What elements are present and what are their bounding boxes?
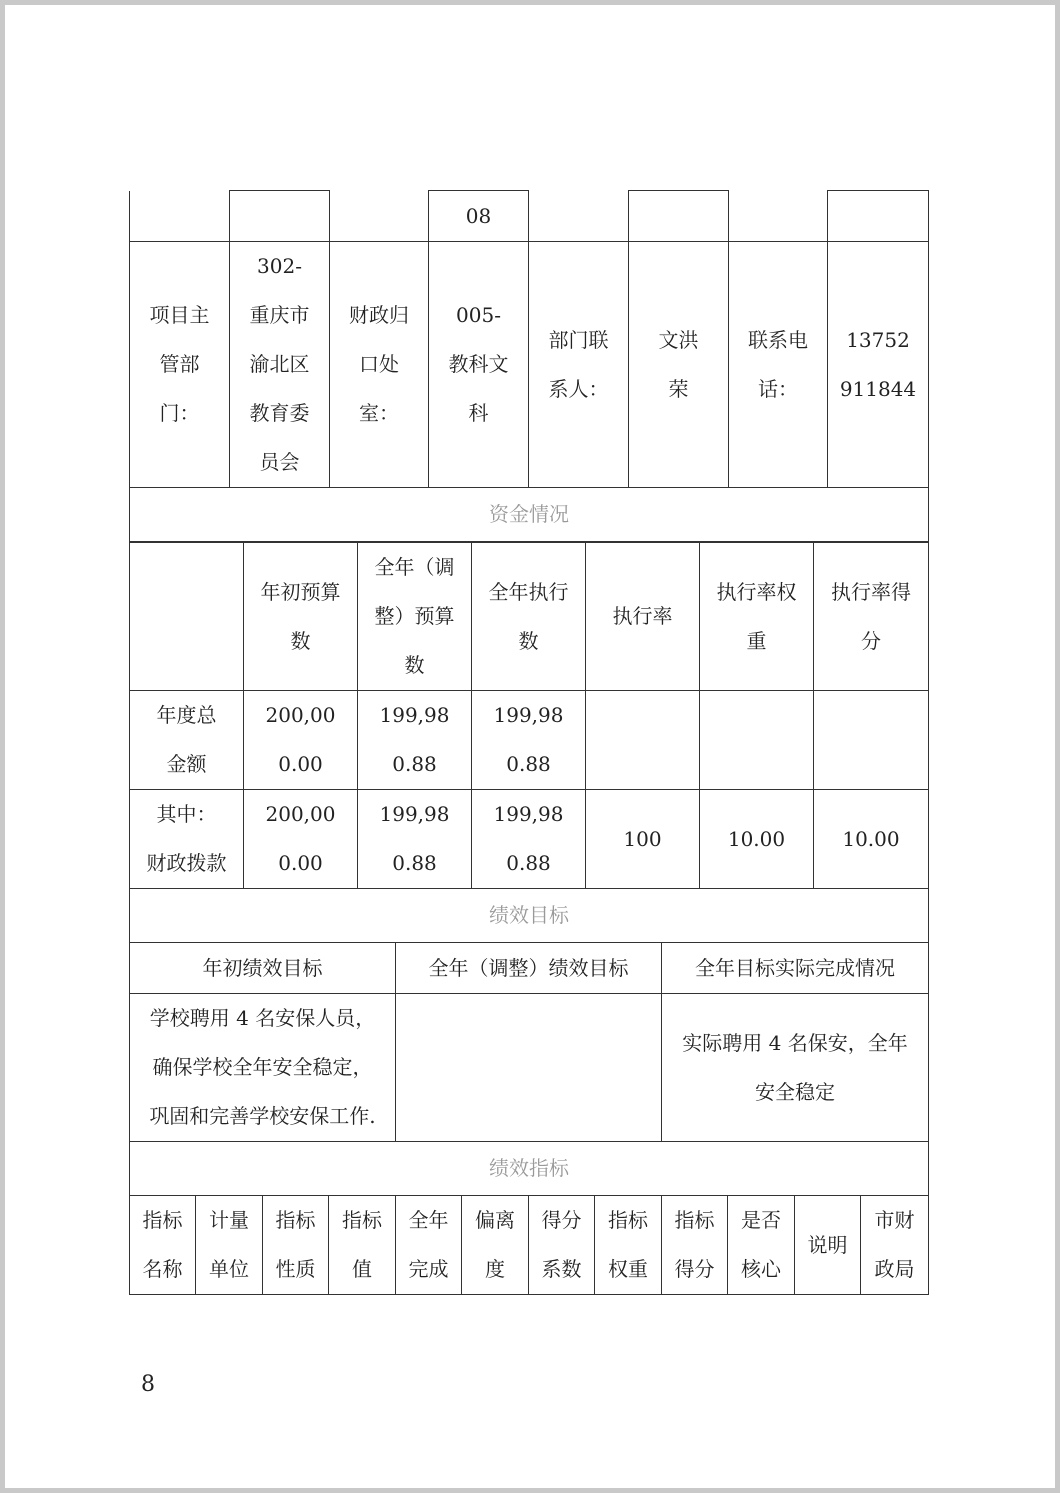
funds-cell: 199,98 0.88 <box>472 691 586 790</box>
funds-cell: 100 <box>586 790 700 889</box>
indicator-header-cell: 指标 值 <box>329 1196 396 1295</box>
funds-cell: 199,98 0.88 <box>358 790 472 889</box>
table-row <box>130 488 929 542</box>
goal-initial-text: 学校聘用 4 名安保人员， 确保学校全年安全稳定， 巩固和完善学校安保工作. <box>130 994 396 1142</box>
funds-cell: 199,98 0.88 <box>358 691 472 790</box>
funds-header-cell: 全年（调 整）预算 数 <box>358 543 472 691</box>
funds-cell: 199,98 0.88 <box>472 790 586 889</box>
funds-cell: 其中： 财政拨款 <box>130 790 244 889</box>
table-row <box>130 943 929 994</box>
funds-header-cell: 执行率 <box>586 543 700 691</box>
table-row <box>130 889 929 943</box>
goals-header-adjusted: 全年（调整）绩效目标 <box>396 943 662 994</box>
indicators-section-title: 绩效指标 <box>130 1142 929 1196</box>
top-cell-6 <box>629 191 729 242</box>
top-cell-2 <box>230 191 330 242</box>
funds-cell <box>814 691 929 790</box>
funds-header-cell: 执行率得 分 <box>814 543 929 691</box>
funds-cell: 200,00 0.00 <box>244 790 358 889</box>
indicator-header-cell: 指标 名称 <box>130 1196 196 1295</box>
table-row <box>130 790 929 889</box>
table-row <box>130 543 929 691</box>
funds-cell <box>586 691 700 790</box>
goal-adjusted-text <box>396 994 662 1142</box>
goals-header-initial: 年初绩效目标 <box>130 943 396 994</box>
indicator-header-cell: 得分 系数 <box>529 1196 595 1295</box>
indicator-header-cell: 指标 性质 <box>263 1196 329 1295</box>
page-number: 8 <box>141 1372 155 1397</box>
indicator-header-cell: 是否 核心 <box>728 1196 795 1295</box>
indicator-header-cell: 指标 权重 <box>595 1196 662 1295</box>
indicator-header-cell: 全年 完成 <box>396 1196 462 1295</box>
dept-value: 302- 重庆市 渝北区 教育委 员会 <box>230 242 330 488</box>
office-value: 005- 教科文 科 <box>429 242 529 488</box>
contact-value: 文洪 荣 <box>629 242 729 488</box>
top-cell-1 <box>130 191 230 242</box>
top-cell-5 <box>529 191 629 242</box>
project-info-table <box>129 190 928 542</box>
indicator-header-cell: 说明 <box>795 1196 861 1295</box>
funds-cell <box>700 691 814 790</box>
indicators-table <box>129 1195 928 1295</box>
funds-cell: 200,00 0.00 <box>244 691 358 790</box>
funds-header-cell: 年初预算 数 <box>244 543 358 691</box>
funds-header-cell <box>130 543 244 691</box>
contact-label: 部门联 系人： <box>529 242 629 488</box>
table-row <box>130 994 929 1142</box>
indicator-header-cell: 市财 政局 <box>861 1196 929 1295</box>
table-row <box>130 691 929 790</box>
goal-actual-text: 实际聘用 4 名保安，全年 安全稳定 <box>662 994 929 1142</box>
top-cell-7 <box>729 191 828 242</box>
table-row <box>130 1196 929 1295</box>
table-row <box>130 242 929 488</box>
table-row <box>130 1142 929 1196</box>
funds-header-cell: 执行率权 重 <box>700 543 814 691</box>
dept-label: 项目主 管部 门： <box>130 242 230 488</box>
funds-table <box>129 542 928 943</box>
goals-table <box>129 942 928 1196</box>
indicator-header-cell: 偏离 度 <box>462 1196 529 1295</box>
top-cell-4: 08 <box>429 191 529 242</box>
goals-section-title: 绩效目标 <box>130 889 929 943</box>
indicator-header-cell: 计量 单位 <box>196 1196 263 1295</box>
goals-header-actual: 全年目标实际完成情况 <box>662 943 929 994</box>
phone-label: 联系电 话： <box>729 242 828 488</box>
table-row <box>130 191 929 242</box>
funds-section-title: 资金情况 <box>130 488 929 542</box>
office-label: 财政归 口处 室： <box>330 242 429 488</box>
funds-cell: 10.00 <box>700 790 814 889</box>
top-cell-8 <box>828 191 929 242</box>
funds-header-cell: 全年执行 数 <box>472 543 586 691</box>
funds-cell: 10.00 <box>814 790 929 889</box>
indicator-header-cell: 指标 得分 <box>662 1196 728 1295</box>
top-cell-3 <box>330 191 429 242</box>
phone-value: 13752 911844 <box>828 242 929 488</box>
funds-cell: 年度总 金额 <box>130 691 244 790</box>
